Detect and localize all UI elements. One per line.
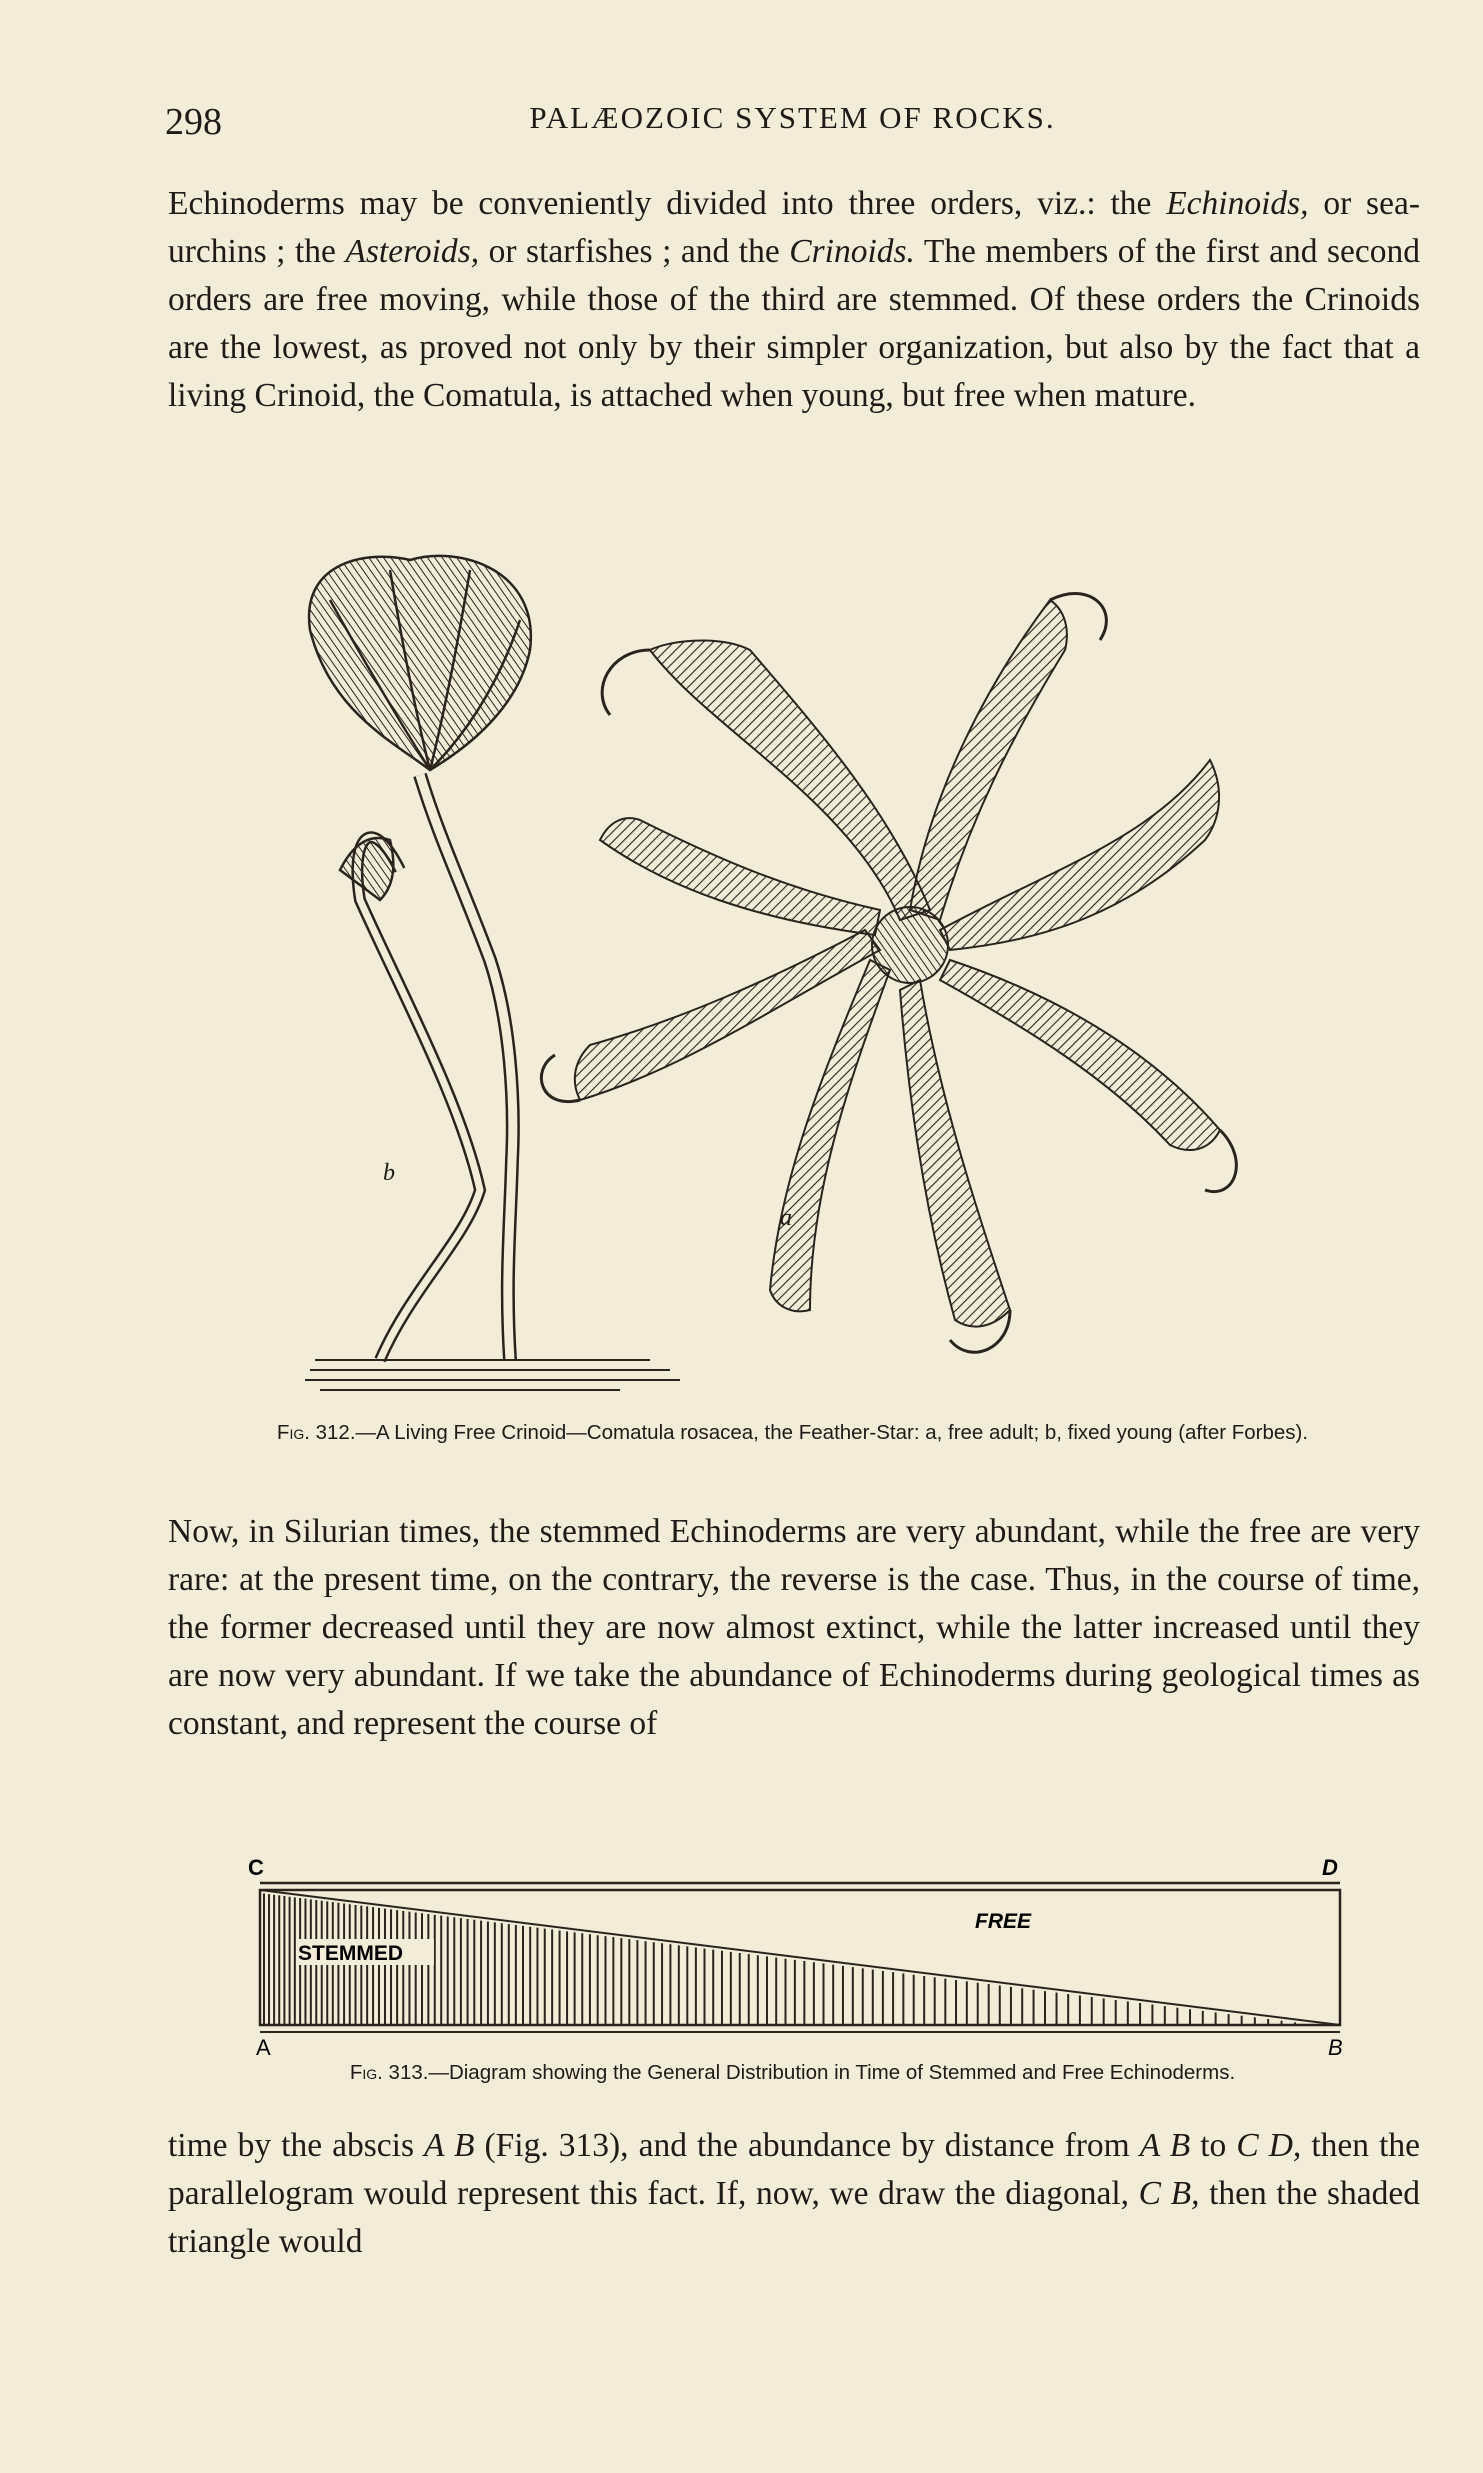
running-title: PALÆOZOIC SYSTEM OF ROCKS. [529, 100, 1056, 135]
term-asteroids: Asteroids, [345, 233, 480, 270]
figure-312-caption-text: —A Living Free Crinoid—Comatula rosacea, the Feather-Star: a, free adult; b, fixed young (after Forbes). [355, 1421, 1309, 1444]
corner-d-label: D [1322, 1855, 1338, 1880]
figure-312-caption [185, 1420, 1400, 1446]
paragraph-1-text: or starfishes ; and the [479, 233, 790, 270]
paragraph-1-text: or sea-urchins ; the [168, 185, 1420, 270]
corner-a-label: A [256, 2035, 271, 2055]
figure-label-a: a [780, 1205, 792, 1231]
paragraph-3-text: time by the abscis [168, 2127, 425, 2164]
corner-c-label: C [248, 1855, 264, 1880]
paragraph-2: Now, in Silurian times, the stemmed Echinoderms are very abundant, while the free are very rare: at the present time, on the contrary, the reverse is the case. Thus, in the course of time, the former decreased until they are now almost extinct, while the latter increased until they are now very abundant. If we take the abundance of Echinoderms during geological times as constant, and represent the course of [168, 1513, 1420, 1742]
free-label: FREE [975, 1910, 1032, 1933]
figure-312-number: Fig. 312. [276, 1421, 356, 1444]
paragraph-1-text: The members of the first and second orders are free moving, while those of the third are stemmed. Of these orders the Crinoids are the lowest, as proved not only by their simpler organization, but also by the fact that a living Crinoid, the Comatula, is attached when young, but free when mature. [168, 233, 1420, 414]
term-echinoids: Echinoids, [1166, 185, 1309, 222]
paragraph-3 [168, 2122, 1420, 2266]
term-cd: C D, [1236, 2127, 1302, 2164]
adult-feather-star-a [541, 594, 1236, 1353]
figure-label-b: b [383, 1160, 395, 1186]
feather-star-illustration [290, 540, 1320, 1410]
figure-313-number: Fig. 313. [349, 2061, 429, 2084]
paragraph-3-text: (Fig. 313), and the abundance by distance from [474, 2127, 1140, 2164]
distribution-diagram [240, 1845, 1360, 2055]
corner-b-label: B [1328, 2035, 1343, 2055]
page-header [165, 100, 1420, 160]
figure-313-caption-text: —Diagram showing the General Distribution in Time of Stemmed and Free Echinoderms. [428, 2061, 1236, 2084]
figure-313-caption [185, 2060, 1400, 2086]
term-ab: A B [424, 2127, 475, 2164]
paragraph-3-text: to [1190, 2127, 1237, 2164]
page-number: 298 [165, 101, 222, 143]
paragraph-3-text: then the shaded triangle would [168, 2175, 1420, 2260]
term-cb: C B, [1138, 2175, 1200, 2212]
young-crinoid-b [305, 556, 680, 1390]
term-crinoids: Crinoids. [789, 233, 915, 270]
term-ab-2: A B [1139, 2127, 1191, 2164]
paragraph-3-text: then the parallelogram would represent this fact. If, now, we draw the diagonal, [168, 2127, 1420, 2212]
paragraph-1 [168, 180, 1420, 420]
paragraph-1-text: Echinoderms may be conveniently divided into three orders, viz.: the [168, 185, 1167, 222]
stemmed-label: STEMMED [298, 1942, 403, 1965]
